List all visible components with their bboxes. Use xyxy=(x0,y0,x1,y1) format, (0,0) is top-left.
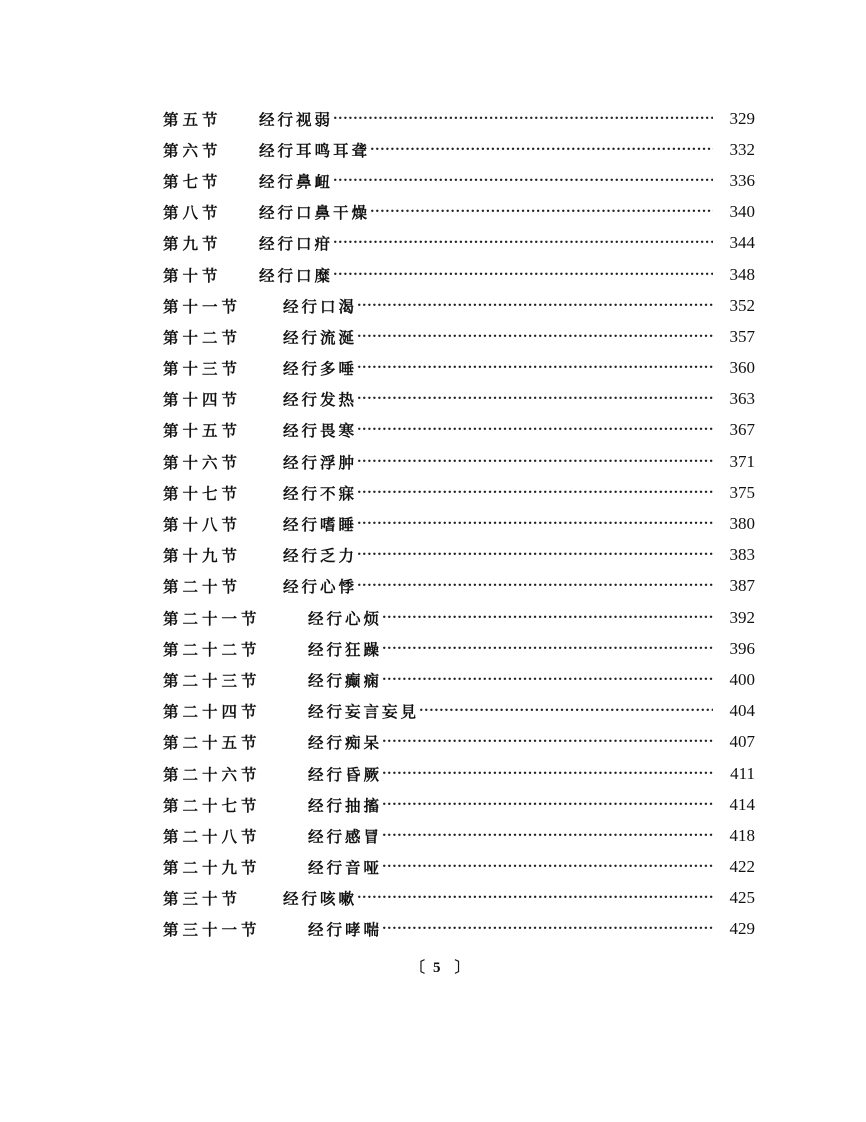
page-number: 380 xyxy=(729,514,755,534)
toc-entry xyxy=(163,914,755,945)
section-title: 经行嗜睡 xyxy=(283,515,358,535)
section-number: 第十四节 xyxy=(163,390,242,410)
toc-entry xyxy=(163,633,755,664)
section-number: 第二十四节 xyxy=(163,702,261,722)
toc-entry xyxy=(163,789,755,820)
section-number: 第二十五节 xyxy=(163,733,261,753)
toc-entry xyxy=(163,664,755,695)
page-number: 425 xyxy=(729,888,755,908)
dot-leader xyxy=(357,353,713,384)
page-number: 387 xyxy=(729,576,755,596)
page-number: 411 xyxy=(730,763,755,783)
dot-leader xyxy=(382,820,713,851)
dot-leader xyxy=(370,134,713,165)
toc-entry xyxy=(163,852,755,883)
section-title: 经行抽搐 xyxy=(308,795,383,815)
section-title: 经行乏力 xyxy=(283,546,358,566)
toc-entry xyxy=(163,321,755,352)
dot-leader xyxy=(333,259,713,290)
dot-leader xyxy=(382,852,713,883)
section-title: 经行鼻衄 xyxy=(259,171,334,191)
section-number: 第二十一节 xyxy=(163,608,261,628)
table-of-contents xyxy=(163,103,755,945)
page-number: 396 xyxy=(729,638,755,658)
dot-leader xyxy=(357,477,713,508)
page-number: 363 xyxy=(729,389,755,409)
toc-entry xyxy=(163,165,755,196)
page-number: 357 xyxy=(729,326,755,346)
page-number: 348 xyxy=(729,264,755,284)
page-number: 332 xyxy=(729,139,755,159)
section-title: 经行发热 xyxy=(283,390,358,410)
section-title: 经行痴呆 xyxy=(308,733,383,753)
section-title: 经行狂躁 xyxy=(308,639,383,659)
page-number: 352 xyxy=(729,295,755,315)
section-number: 第二十二节 xyxy=(163,639,261,659)
toc-entry xyxy=(163,696,755,727)
page-number: 340 xyxy=(729,202,755,222)
toc-entry xyxy=(163,758,755,789)
page-number: 414 xyxy=(729,794,755,814)
dot-leader xyxy=(382,727,713,758)
section-number: 第二十三节 xyxy=(163,670,261,690)
section-title: 经行畏寒 xyxy=(283,421,358,441)
section-title: 经行音哑 xyxy=(308,858,383,878)
section-title: 经行妄言妄見 xyxy=(308,702,420,722)
dot-leader xyxy=(382,789,713,820)
section-title: 经行口渴 xyxy=(283,296,358,316)
page-number: 329 xyxy=(729,108,755,128)
section-title: 经行昏厥 xyxy=(308,764,383,784)
section-number: 第八节 xyxy=(163,203,222,223)
section-title: 经行口糜 xyxy=(259,265,334,285)
section-title: 经行口鼻干燥 xyxy=(259,203,371,223)
section-number: 第十节 xyxy=(163,265,222,285)
toc-entry xyxy=(163,727,755,758)
section-number: 第二十八节 xyxy=(163,826,261,846)
section-number: 第十二节 xyxy=(163,327,242,347)
toc-entry xyxy=(163,134,755,165)
section-number: 第六节 xyxy=(163,140,222,160)
toc-entry xyxy=(163,508,755,539)
dot-leader xyxy=(357,883,713,914)
section-title: 经行视弱 xyxy=(259,109,334,129)
dot-leader xyxy=(357,321,713,352)
dot-leader xyxy=(357,384,713,415)
section-number: 第九节 xyxy=(163,234,222,254)
section-number: 第二十九节 xyxy=(163,858,261,878)
page-number: 418 xyxy=(729,825,755,845)
footer-page-number: 5 xyxy=(433,960,443,976)
section-number: 第十三节 xyxy=(163,359,242,379)
toc-entry xyxy=(163,384,755,415)
section-title: 经行耳鸣耳聋 xyxy=(259,140,371,160)
page-number: 392 xyxy=(729,607,755,627)
section-number: 第十六节 xyxy=(163,452,242,472)
toc-entry xyxy=(163,353,755,384)
dot-leader xyxy=(357,415,713,446)
page-number: 336 xyxy=(729,170,755,190)
dot-leader xyxy=(357,571,713,602)
toc-entry xyxy=(163,820,755,851)
dot-leader xyxy=(333,103,713,134)
toc-entry xyxy=(163,477,755,508)
section-title: 经行浮肿 xyxy=(283,452,358,472)
section-number: 第五节 xyxy=(163,109,222,129)
page-number: 375 xyxy=(729,482,755,502)
section-title: 经行心悸 xyxy=(283,577,358,597)
section-number: 第十五节 xyxy=(163,421,242,441)
dot-leader xyxy=(357,446,713,477)
dot-leader xyxy=(357,509,713,540)
toc-entry xyxy=(163,883,755,914)
footer-left-bracket: 〔 xyxy=(410,960,428,976)
dot-leader xyxy=(382,664,713,695)
page-number: 360 xyxy=(729,358,755,378)
toc-entry xyxy=(163,602,755,633)
toc-entry xyxy=(163,446,755,477)
toc-entry xyxy=(163,415,755,446)
dot-leader xyxy=(370,197,713,228)
section-title: 经行多唾 xyxy=(283,359,358,379)
section-title: 经行哮喘 xyxy=(308,920,383,940)
section-title: 经行流涎 xyxy=(283,327,358,347)
toc-entry xyxy=(163,228,755,259)
section-title: 经行感冒 xyxy=(308,826,383,846)
section-number: 第七节 xyxy=(163,171,222,191)
section-title: 经行不寐 xyxy=(283,483,358,503)
page-number: 371 xyxy=(729,451,755,471)
section-title: 经行咳嗽 xyxy=(283,889,358,909)
page-footer xyxy=(410,956,472,977)
toc-entry xyxy=(163,571,755,602)
section-number: 第十九节 xyxy=(163,546,242,566)
dot-leader xyxy=(382,914,713,945)
page-number: 400 xyxy=(729,669,755,689)
toc-entry xyxy=(163,290,755,321)
section-number: 第三十一节 xyxy=(163,920,261,940)
toc-entry xyxy=(163,103,755,134)
toc-entry xyxy=(163,197,755,228)
section-number: 第二十六节 xyxy=(163,764,261,784)
dot-leader xyxy=(357,290,713,321)
page-number: 344 xyxy=(729,233,755,253)
dot-leader xyxy=(382,758,713,789)
section-number: 第十七节 xyxy=(163,483,242,503)
section-title: 经行心烦 xyxy=(308,608,383,628)
page-number: 429 xyxy=(729,919,755,939)
section-title: 经行癫痫 xyxy=(308,670,383,690)
dot-leader xyxy=(357,540,713,571)
section-number: 第三十节 xyxy=(163,889,242,909)
page-number: 404 xyxy=(729,701,755,721)
page-number: 383 xyxy=(729,545,755,565)
page-number: 422 xyxy=(729,857,755,877)
page-number: 367 xyxy=(729,420,755,440)
dot-leader xyxy=(333,228,713,259)
section-number: 第二十节 xyxy=(163,577,242,597)
dot-leader xyxy=(382,633,713,664)
section-title: 经行口疳 xyxy=(259,234,334,254)
section-number: 第十八节 xyxy=(163,515,242,535)
dot-leader xyxy=(333,165,713,196)
footer-right-bracket: 〕 xyxy=(454,960,472,976)
section-number: 第十一节 xyxy=(163,296,242,316)
toc-entry xyxy=(163,259,755,290)
dot-leader xyxy=(382,602,713,633)
toc-entry xyxy=(163,540,755,571)
section-number: 第二十七节 xyxy=(163,795,261,815)
dot-leader xyxy=(419,696,713,727)
page-number: 407 xyxy=(729,732,755,752)
